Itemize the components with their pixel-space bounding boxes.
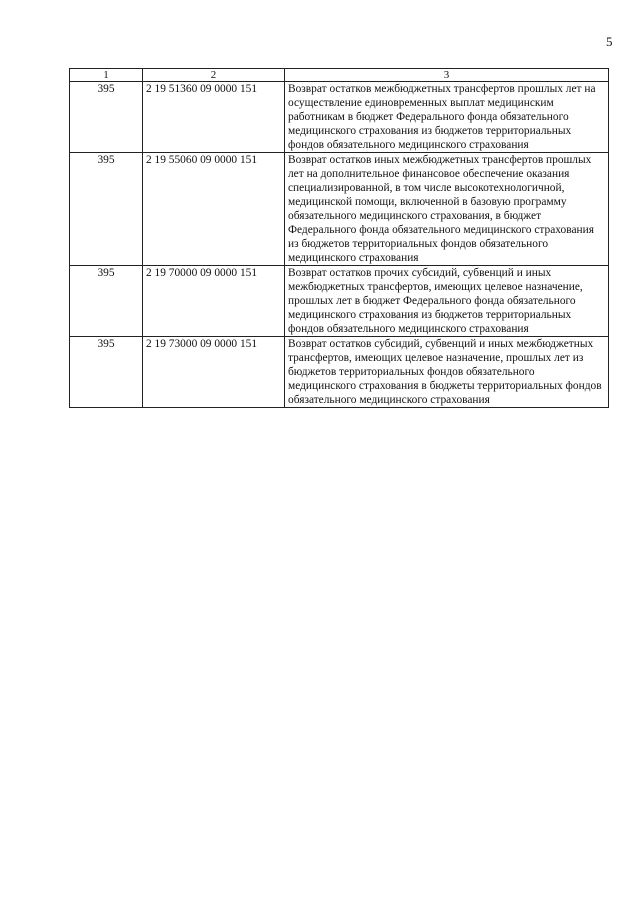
description-cell: Возврат остатков иных межбюджетных трансфертов прошлых лет на дополнительное финансовое обеспечение оказания специализированной, в том числе высокотехнологичной, медицинской помощи, включенной в базовую программу обязательного медицинского страхования, в бюджет Федерального фонда обязательного медицинского страхования из бюджетов территориальных фондов обязательного медицинского страхования [285, 153, 609, 266]
admin-code-cell: 395 [70, 82, 143, 153]
description-cell: Возврат остатков субсидий, субвенций и иных межбюджетных трансфертов, имеющих целевое назначение, прошлых лет из бюджетов территориальных фондов обязательного медицинского страхования в бюджеты территориальных фондов обязательного медицинского страхования [285, 337, 609, 408]
description-cell: Возврат остатков межбюджетных трансфертов прошлых лет на осуществление единовременных выплат медицинским работникам в бюджет Федерального фонда обязательного медицинского страхования из бюджетов территориальных фондов обязательного медицинского страхования [285, 82, 609, 153]
column-header-3: 3 [285, 69, 609, 82]
table-row [70, 266, 609, 337]
kbk-code-cell: 2 19 73000 09 0000 151 [143, 337, 285, 408]
column-header-2: 2 [143, 69, 285, 82]
page-number: 5 [606, 34, 613, 49]
budget-codes-table [69, 68, 609, 408]
admin-code-cell: 395 [70, 266, 143, 337]
kbk-code-cell: 2 19 70000 09 0000 151 [143, 266, 285, 337]
admin-code-cell: 395 [70, 337, 143, 408]
table-row [70, 337, 609, 408]
table-header-row [70, 69, 609, 82]
kbk-code-cell: 2 19 51360 09 0000 151 [143, 82, 285, 153]
column-header-1: 1 [70, 69, 143, 82]
table-row [70, 82, 609, 153]
description-cell: Возврат остатков прочих субсидий, субвенций и иных межбюджетных трансфертов, имеющих целевое назначение, прошлых лет в бюджет Федерального фонда обязательного медицинского страхования из бюджетов территориальных фондов обязательного медицинского страхования [285, 266, 609, 337]
table-row [70, 153, 609, 266]
kbk-code-cell: 2 19 55060 09 0000 151 [143, 153, 285, 266]
admin-code-cell: 395 [70, 153, 143, 266]
